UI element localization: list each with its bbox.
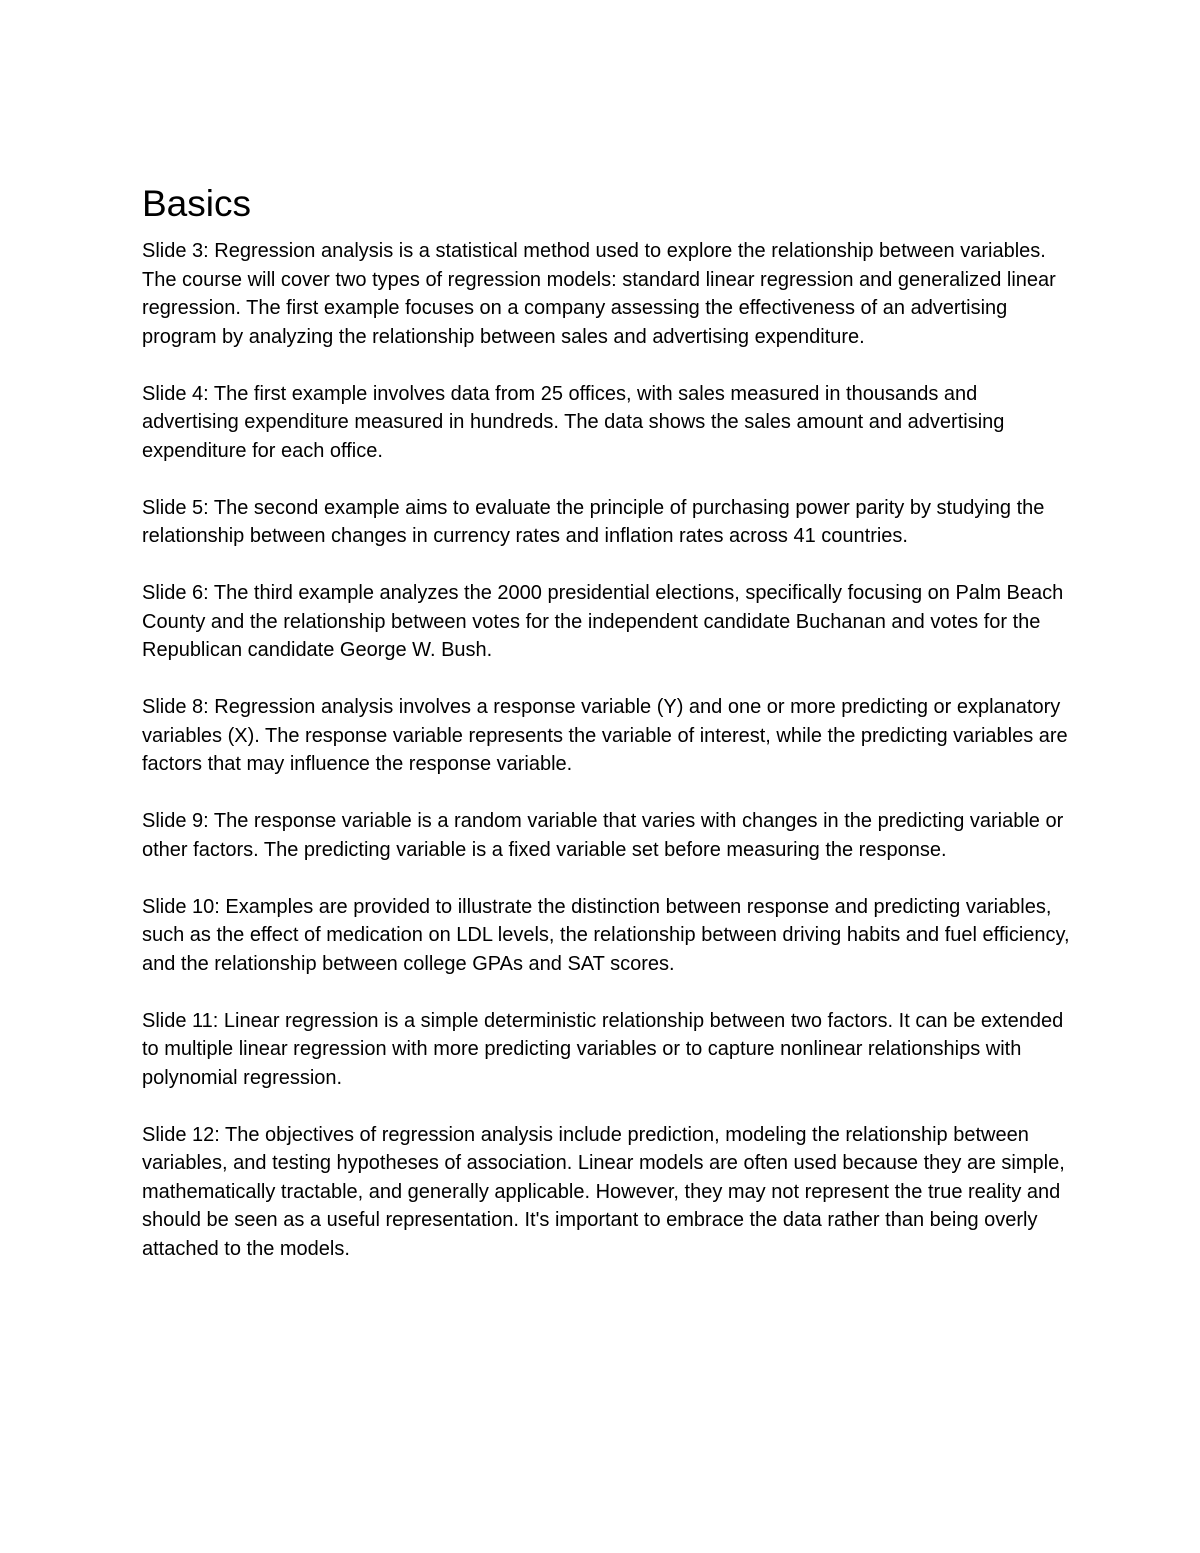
paragraph-slide-12: Slide 12: The objectives of regression analysis include prediction, modeling the relationship between variables, and testing hypotheses of association. Linear models are often used because they are simple, mathematically tractable, and generally applicable. However, they may not represent the true reality and should be seen as a useful representation. It's important to embrace the data rather than being overly attached to the models. (142, 1123, 1065, 1260)
document-title: Basics (142, 183, 251, 224)
paragraph-slide-3: Slide 3: Regression analysis is a statistical method used to explore the relationship between variables. The course will cover two types of regression models: standard linear regression and generalized linear regression. The first example focuses on a company assessing the effectiveness of an advertising program by analyzing the relationship between sales and advertising expenditure. (142, 240, 1056, 348)
paragraph-slide-4: Slide 4: The first example involves data from 25 offices, with sales measured in thousands and advertising expenditure measured in hundreds. The data shows the sales amount and advertising expenditure for each office. (142, 382, 1005, 462)
paragraph-slide-10: Slide 10: Examples are provided to illustrate the distinction between response and predicting variables, such as the effect of medication on LDL levels, the relationship between driving habits and fuel efficiency, and the relationship between college GPAs and SAT scores. (142, 895, 1070, 975)
paragraph-slide-11: Slide 11: Linear regression is a simple deterministic relationship between two factors. It can be extended to multiple linear regression with more predicting variables or to capture nonlinear relationships with polynomial regression. (142, 1009, 1064, 1089)
paragraph-slide-6: Slide 6: The third example analyzes the 2000 presidential elections, specifically focusing on Palm Beach County and the relationship between votes for the independent candidate Buchanan and votes for the Republican candidate George W. Bush. (142, 582, 1064, 661)
paragraph-slide-9: Slide 9: The response variable is a random variable that varies with changes in the predicting variable or other factors. The predicting variable is a fixed variable set before measuring the response. (142, 810, 1064, 861)
paragraph-slide-5: Slide 5: The second example aims to evaluate the principle of purchasing power parity by studying the relationship between changes in currency rates and inflation rates across 41 countries. (142, 496, 1045, 547)
document-body (142, 180, 1072, 1292)
paragraph-slide-8: Slide 8: Regression analysis involves a response variable (Y) and one or more predicting or explanatory variables (X). The response variable represents the variable of interest, while the predicting variables are factors that may influence the response variable. (142, 696, 1068, 775)
